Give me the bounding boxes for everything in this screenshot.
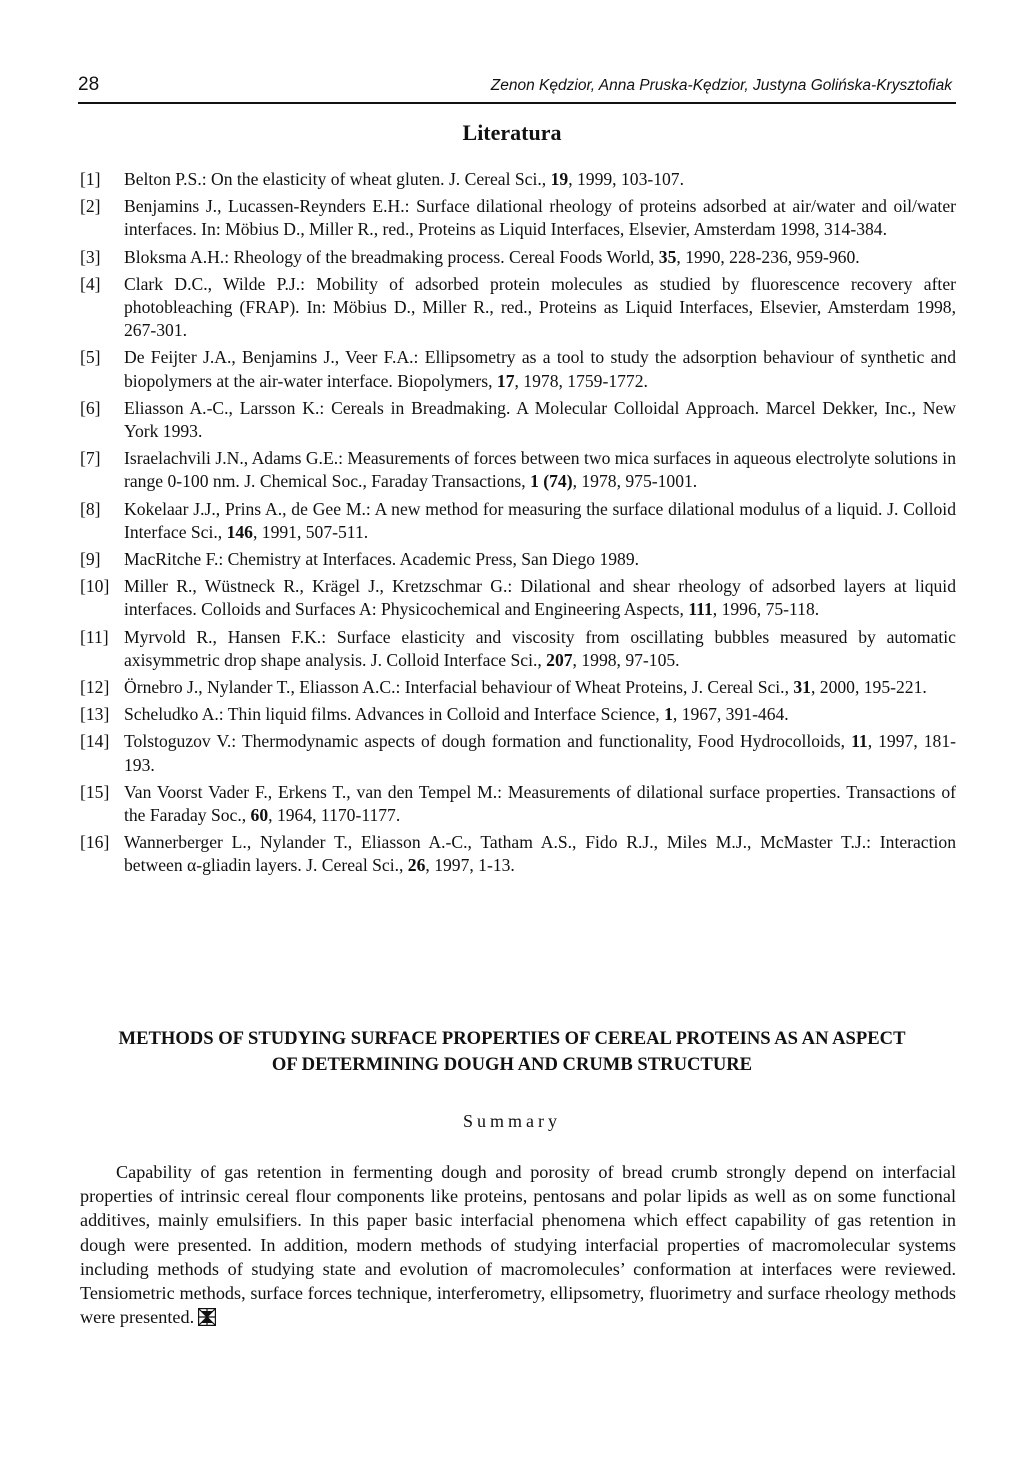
page-number: 28	[78, 74, 100, 95]
reference-text-tail: , 1999, 103-107.	[568, 169, 685, 189]
reference-text	[124, 247, 860, 267]
reference-volume: 111	[688, 599, 713, 620]
reference-number: [9]	[80, 549, 101, 570]
reference-text	[124, 832, 956, 875]
reference-text	[124, 169, 684, 189]
reference-item	[80, 246, 956, 269]
reference-item	[80, 447, 956, 493]
reference-text-main: De Feijter J.A., Benjamins J., Veer F.A.: Ellipsometry as a tool to study the adsorption behaviour of synthetic and biopolymers at the air-water interface. Biopolymers,	[124, 347, 956, 391]
reference-item	[80, 703, 956, 726]
reference-item	[80, 781, 956, 827]
reference-text-main: Bloksma A.H.: Rheology of the breadmaking process. Cereal Foods World,	[124, 246, 659, 267]
reference-item	[80, 273, 956, 343]
reference-text	[124, 549, 639, 569]
reference-text-main: Miller R., Wüstneck R., Krägel J., Kretzschmar G.: Dilational and shear rheology of adsorbed layers at liquid interfaces. Colloids and Surfaces A: Physicochemical and Engineering Aspects,	[124, 576, 956, 620]
reference-volume: 60	[250, 805, 269, 826]
reference-item	[80, 626, 956, 672]
reference-volume: 35	[658, 246, 677, 267]
reference-list	[80, 168, 956, 882]
reference-number: [15]	[80, 781, 110, 802]
reference-number: [2]	[80, 196, 101, 217]
reference-number: [14]	[80, 731, 110, 752]
running-title: Zenon Kędzior, Anna Pruska-Kędzior, Justyna Golińska-Krysztofiak	[490, 77, 952, 94]
reference-text-main: Tolstoguzov V.: Thermodynamic aspects of dough formation and functionality, Food Hydrocolloids,	[124, 731, 852, 752]
reference-item	[80, 397, 956, 443]
reference-item	[80, 548, 956, 571]
reference-item	[80, 168, 956, 191]
reference-text-main: Scheludko A.: Thin liquid films. Advances in Colloid and Interface Science,	[124, 704, 665, 725]
reference-volume: 207	[546, 649, 573, 670]
reference-number: [6]	[80, 397, 101, 418]
reference-volume: 19	[550, 169, 569, 189]
reference-text	[124, 782, 956, 825]
reference-text-tail: , 2000, 195-221.	[810, 677, 927, 698]
page-header	[78, 72, 956, 104]
reference-number: [4]	[80, 273, 101, 294]
end-mark-icon	[198, 1308, 216, 1326]
english-title-line-2: OF DETERMINING DOUGH AND CRUMB STRUCTURE	[271, 1054, 753, 1075]
reference-item	[80, 498, 956, 544]
reference-number: [11]	[80, 626, 109, 647]
reference-text-tail: , 1996, 75-118.	[712, 599, 820, 620]
reference-item	[80, 195, 956, 241]
reference-text	[124, 576, 956, 619]
reference-text-main: MacRitche F.: Chemistry at Interfaces. Academic Press, San Diego 1989.	[124, 549, 640, 570]
reference-number: [5]	[80, 347, 101, 368]
reference-text-tail: , 1998, 97-105.	[572, 649, 680, 670]
reference-volume: 31	[793, 677, 811, 698]
english-title-line-1: METHODS OF STUDYING SURFACE PROPERTIES OF CEREAL PROTEINS AS AN ASPECT	[118, 1028, 906, 1049]
reference-text-main: Clark D.C., Wilde P.J.: Mobility of adsorbed protein molecules as studied by fluorescence recovery after photobleaching (FRAP). In: Möbius D., Miller R., red., Proteins as Liquid Interfaces, Elsevier, Amsterdam 1998, 267-301.	[124, 273, 956, 341]
reference-text-main: Van Voorst Vader F., Erkens T., van den Tempel M.: Measurements of dilational surface properties. Transactions of the Faraday Soc.,	[124, 781, 956, 826]
reference-text	[124, 704, 789, 724]
reference-number: [10]	[80, 576, 110, 597]
reference-item	[80, 676, 956, 699]
reference-text-main: Eliasson A.-C., Larsson K.: Cereals in Breadmaking. A Molecular Colloidal Approach. Marcel Dekker, Inc., New York 1993.	[124, 397, 956, 442]
reference-number: [1]	[80, 169, 101, 189]
reference-volume: 17	[496, 370, 515, 391]
reference-volume: 11	[851, 731, 868, 752]
reference-text	[124, 448, 956, 491]
summary-heading: Summary	[463, 1111, 561, 1131]
reference-item	[80, 831, 956, 877]
reference-text-main: Israelachvili J.N., Adams G.E.: Measurements of forces between two mica surfaces in aqueous electrolyte solutions in range 0-100 nm. J. Chemical Soc., Faraday Transactions,	[124, 448, 956, 492]
reference-text-tail: , 1978, 1759-1772.	[514, 370, 648, 391]
reference-volume: 1	[664, 704, 673, 725]
reference-item	[80, 346, 956, 392]
reference-text	[124, 499, 956, 542]
reference-number: [13]	[80, 704, 110, 725]
reference-number: [3]	[80, 246, 101, 267]
reference-text-tail: , 1997, 1-13.	[425, 855, 515, 876]
reference-text-tail: , 1997, 181-193.	[124, 731, 957, 775]
reference-text-tail: , 1991, 507-511.	[252, 521, 369, 542]
reference-text-main: Wannerberger L., Nylander T., Eliasson A.-C., Tatham A.S., Fido R.J., Miles M.J., McMaster T.J.: Interaction between α-gliadin layers. J. Cereal Sci.,	[124, 832, 956, 876]
reference-text-tail: , 1990, 228-236, 959-960.	[676, 246, 860, 267]
reference-text-main: Myrvold R., Hansen F.K.: Surface elasticity and viscosity from oscillating bubbles measured by automatic axisymmetric drop shape analysis. J. Colloid Interface Sci.,	[124, 626, 956, 670]
reference-text-main: Kokelaar J.J., Prins A., de Gee M.: A new method for measuring the surface dilational modulus of a liquid. J. Colloid Interface Sci.,	[124, 498, 956, 542]
reference-number: [16]	[80, 832, 110, 853]
section-title: Literatura	[462, 120, 562, 145]
reference-volume: 26	[407, 855, 426, 876]
reference-item	[80, 730, 956, 776]
reference-number: [8]	[80, 498, 101, 519]
reference-text-main: Belton P.S.: On the elasticity of wheat gluten. J. Cereal Sci.,	[124, 169, 551, 189]
reference-text	[124, 196, 956, 239]
reference-text-tail: , 1978, 975-1001.	[572, 471, 698, 492]
reference-text	[124, 347, 956, 390]
reference-text-main: Benjamins J., Lucassen-Reynders E.H.: Surface dilational rheology of proteins adsorbed at air/water and oil/water interfaces. In: Möbius D., Miller R., red., Proteins as Liquid Interfaces, Elsevier, Amsterdam 1998, 314-384.	[124, 196, 956, 240]
english-title	[60, 1026, 964, 1078]
reference-volume: 1 (74)	[530, 471, 573, 492]
reference-text	[124, 274, 956, 340]
summary-paragraph	[80, 1160, 956, 1329]
reference-number: [12]	[80, 677, 110, 698]
reference-number: [7]	[80, 448, 101, 469]
reference-text-tail: , 1964, 1170-1177.	[268, 805, 401, 826]
reference-item	[80, 575, 956, 621]
reference-text	[124, 398, 956, 441]
summary-text: Capability of gas retention in fermenting dough and porosity of bread crumb strongly depend on interfacial properties of intrinsic cereal flour components like proteins, pentosans and polar lipids as well as on some functional additives, mainly emulsifiers. In this paper basic interfacial phenomena which effect capability of gas retention in dough were presented. In addition, modern methods of studying interfacial properties of macromolecular systems including methods of studying state and evolution of macromolecules’ conformation at interfaces were reviewed. Tensiometric methods, surface forces technique, interferometry, ellipsometry, fluorimetry and surface rheology methods were presented.	[80, 1162, 956, 1328]
reference-text	[124, 627, 956, 670]
reference-text-main: Örnebro J., Nylander T., Eliasson A.C.: Interfacial behaviour of Wheat Proteins, J. Cereal Sci.,	[124, 677, 794, 698]
reference-volume: 146	[226, 521, 253, 542]
reference-text	[124, 677, 927, 697]
reference-text	[124, 731, 956, 774]
reference-text-tail: , 1967, 391-464.	[672, 704, 789, 725]
